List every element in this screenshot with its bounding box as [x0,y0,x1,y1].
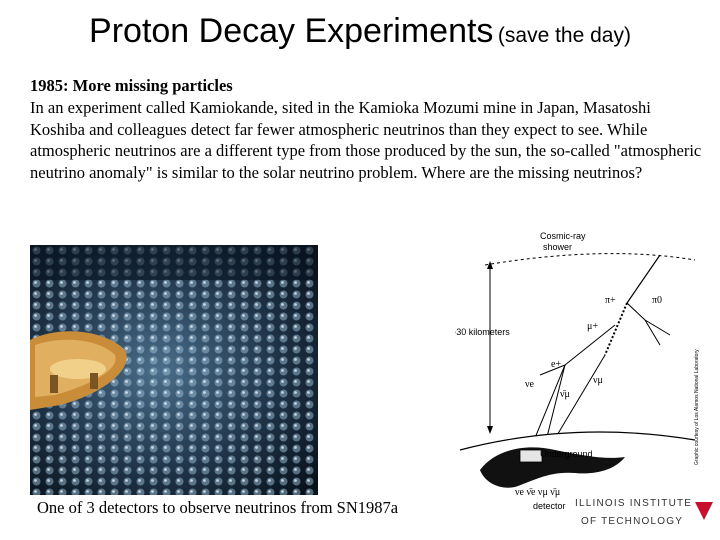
title-subtitle: (save the day) [497,24,631,47]
label-nu-e: νe [525,379,534,390]
logo-mark-icon [693,500,715,522]
label-pi-zero: π0 [652,295,663,306]
body-text [30,75,705,184]
label-nu-mu-bar: ν̄μ [560,389,570,400]
body-paragraph: In an experiment called Kamiokande, sited in the Kamioka Mozumi mine in Japan, Masatoshi Koshiba and colleagues detect far fewer atmospheric neutrinos than they expect to see. While atmospheric neutrinos are a different type from those produced by the sun, the so-called "atmospheric neutrino anomaly" is similar to the solar neutrino problem. Where are the missing neutrinos? [30,97,702,183]
label-pi-plus: π+ [605,295,616,306]
logo-line-1: ILLINOIS INSTITUTE [575,498,693,509]
label-nu-mu: νμ [593,375,603,386]
shower-label-2: shower [543,242,573,252]
body-heading: 1985: More missing particles [30,76,233,95]
shower-label-1: Cosmic-ray [540,231,586,241]
atmospheric-neutrino-diagram [455,225,715,515]
logo-line-2: OF TECHNOLOGY [581,516,684,527]
flux-labels: νe ν̄e νμ ν̄μ [515,487,561,498]
label-e-plus: e+ [551,359,562,370]
detector-label: detector [533,501,566,511]
slide-title [0,12,720,51]
distance-label: ~30 kilometers [455,327,510,337]
diagram-credit: Graphic courtesy of Los Alamos National Laboratory [694,349,700,465]
iit-logo [575,496,715,536]
photo-caption: One of 3 detectors to observe neutrinos from SN1987a [37,498,399,517]
underground-label: Underground [540,449,593,459]
label-mu-plus: μ+ [587,321,599,332]
detector-photo [30,245,318,495]
title-main: Proton Decay Experiments [89,12,494,50]
